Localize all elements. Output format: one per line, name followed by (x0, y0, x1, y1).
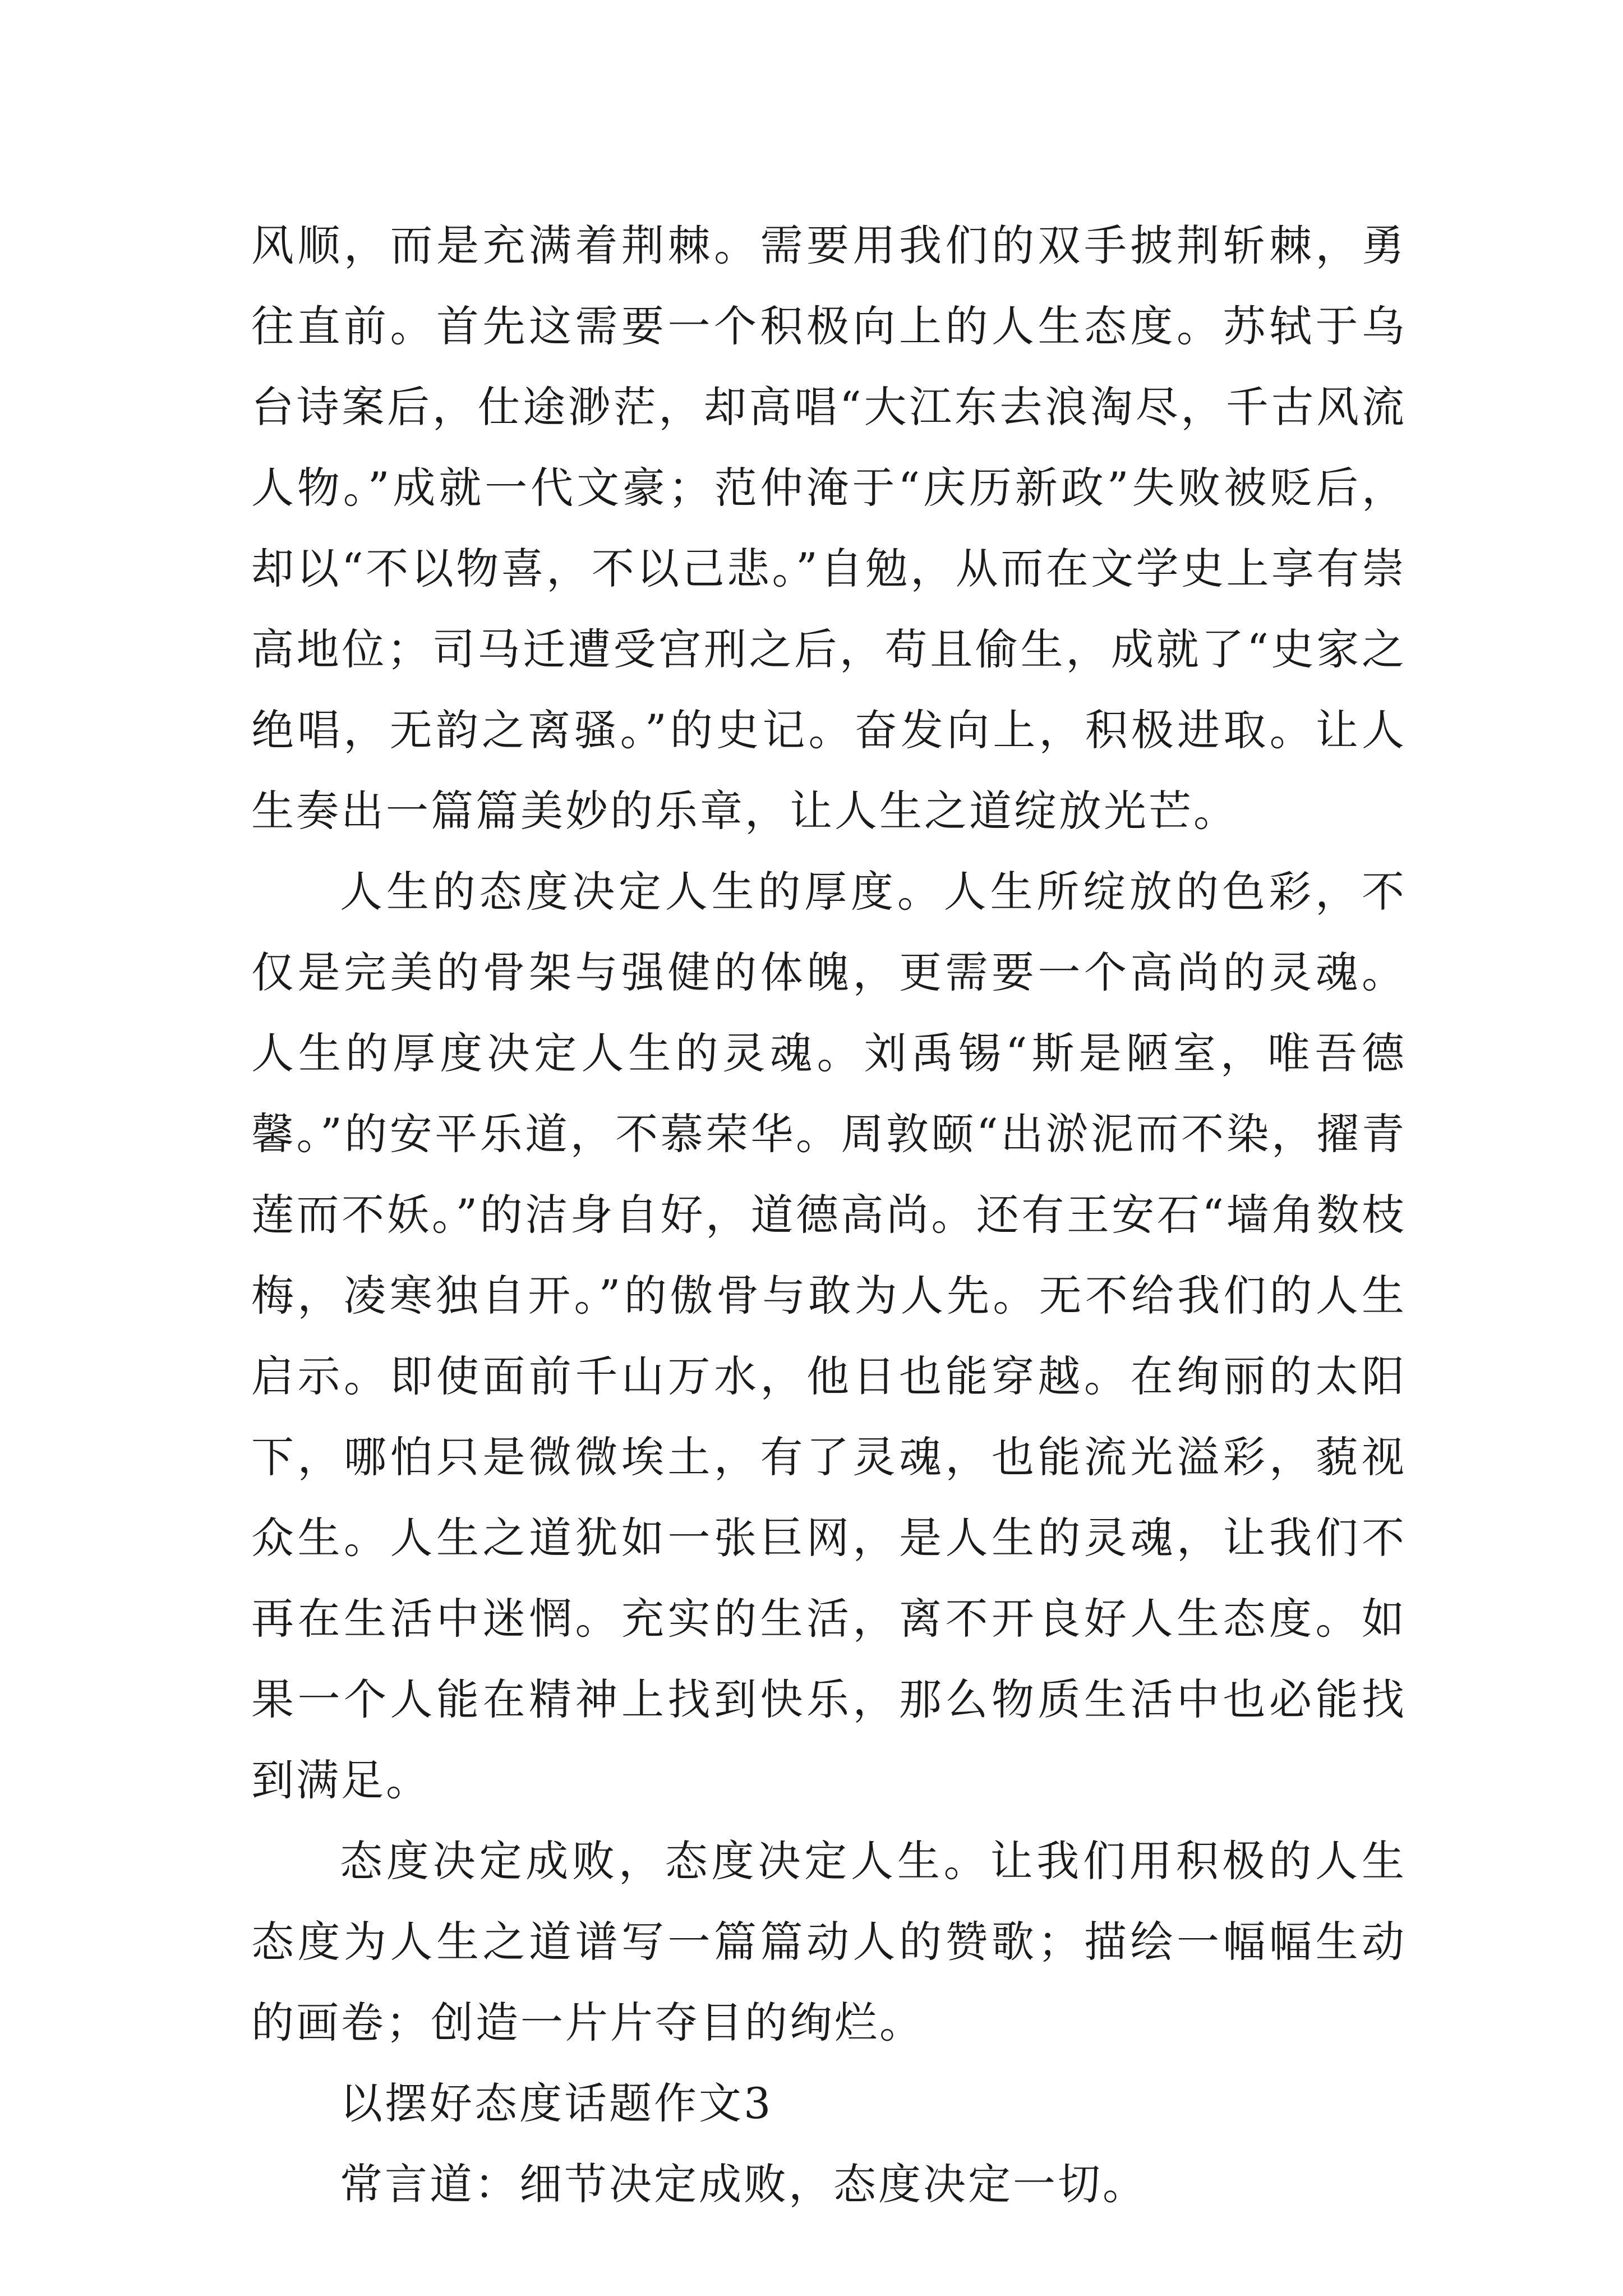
document-body (251, 205, 1407, 2225)
paragraph: 人生的态度决定人生的厚度。人生所绽放的色彩，不仅是完美的骨架与强健的体魄，更需要一个高尚的灵魂。人生的厚度决定人生的灵魂。刘禹锡“斯是陋室，唯吾德馨。”的安平乐道，不慕荣华。周敦颐“出淤泥而不染，擢青莲而不妖。”的洁身自好，道德高尚。还有王安石“墙角数枝梅，凌寒独自开。”的傲骨与敢为人先。无不给我们的人生启示。即使面前千山万水，他日也能穿越。在绚丽的太阳下，哪怕只是微微埃土，有了灵魂，也能流光溢彩，藐视众生。人生之道犹如一张巨网，是人生的灵魂，让我们不再在生活中迷惘。充实的生活，离不开良好人生态度。如果一个人能在精神上找到快乐，那么物质生活中也必能找到满足。 (251, 867, 1407, 1805)
paragraph: 态度决定成败，态度决定人生。让我们用积极的人生态度为人生之道谱写一篇篇动人的赞歌；描绘一幅幅生动的画卷；创造一片片夺目的绚烂。 (251, 1836, 1407, 2047)
section-heading: 以摆好态度话题作文3 (340, 2078, 773, 2128)
paragraph: 常言道：细节决定成败，态度决定一切。 (340, 2159, 1147, 2209)
paragraph-continued: 风顺，而是充满着荆棘。需要用我们的双手披荆斩棘，勇往直前。首先这需要一个积极向上的人生态度。苏轼于乌台诗案后，仕途渺茫，却高唱“大江东去浪淘尽，千古风流人物。”成就一代文豪；范仲淹于“庆历新政”失败被贬后，却以“不以物喜，不以己悲。”自勉，从而在文学史上享有崇高地位；司马迁遭受宫刑之后，苟且偷生，成就了“史家之绝唱，无韵之离骚。”的史记。奋发向上，积极进取。让人生奏出一篇篇美妙的乐章，让人生之道绽放光芒。 (251, 220, 1407, 836)
